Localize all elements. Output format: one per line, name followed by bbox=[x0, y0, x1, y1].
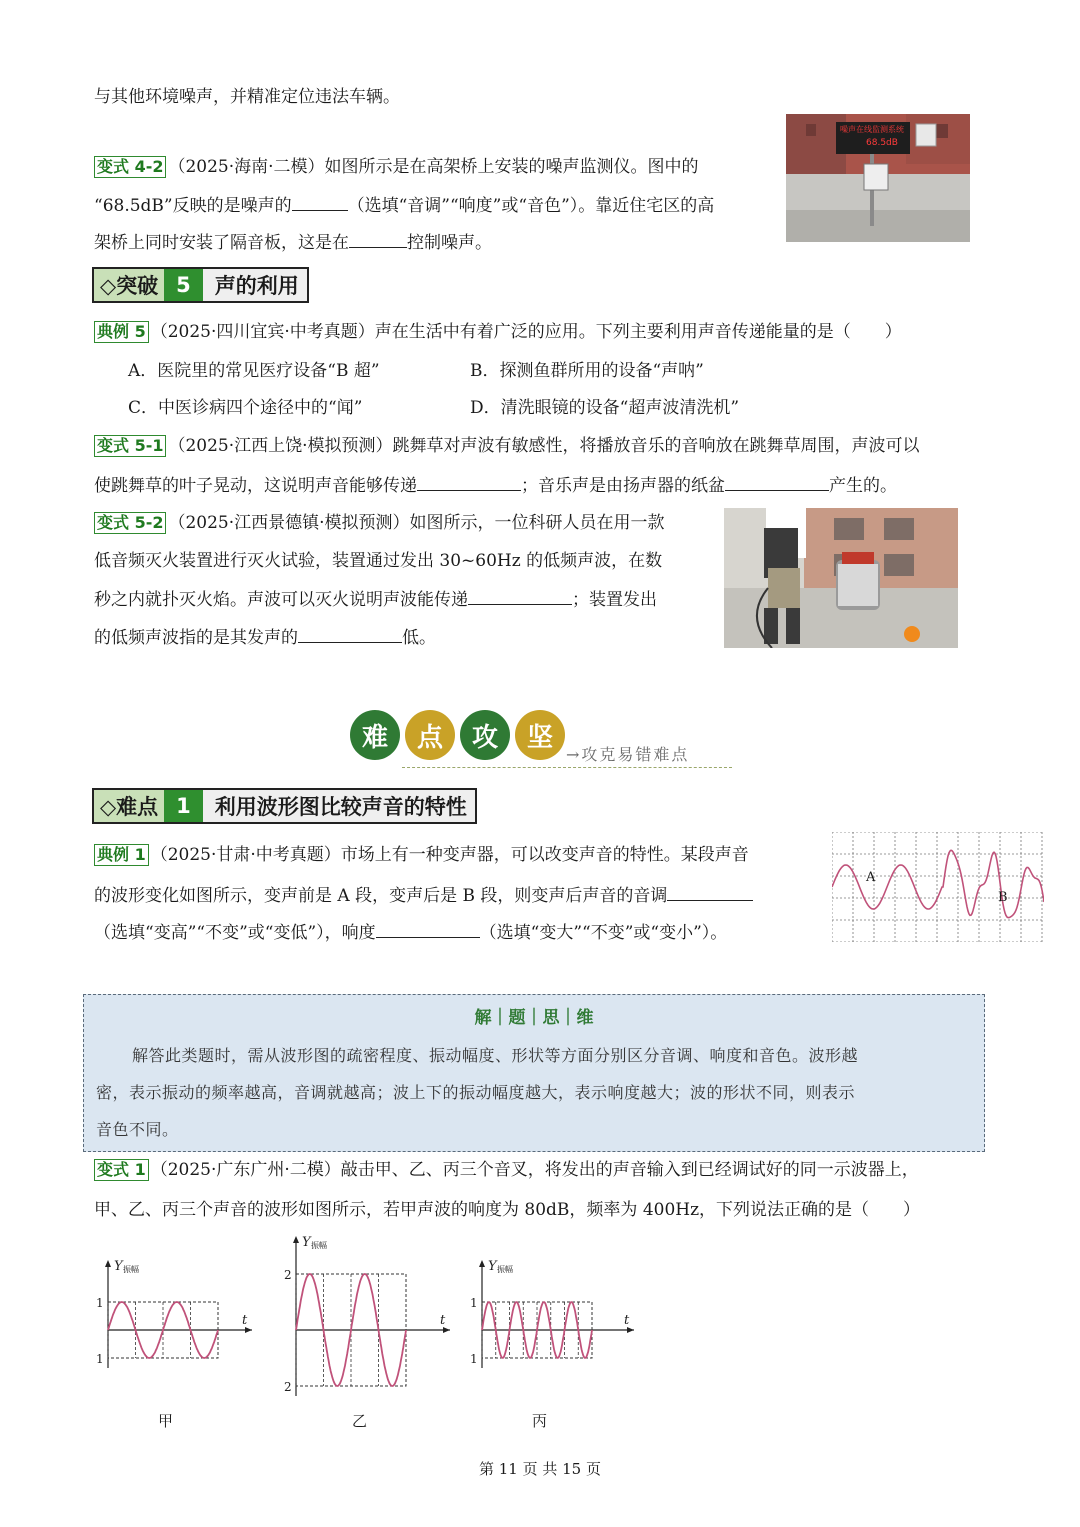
section-heading-breakthrough-5 bbox=[92, 267, 309, 303]
variant-4-2-line2 bbox=[94, 194, 714, 217]
answer-blank[interactable] bbox=[298, 626, 402, 643]
section-label: ◇难点 bbox=[94, 790, 164, 822]
wave-caption-bing: 丙 bbox=[532, 1412, 548, 1430]
variant-5-1-line1 bbox=[94, 435, 920, 457]
y-axis-label: Y bbox=[114, 1259, 123, 1274]
section-label: ◇突破 bbox=[94, 269, 164, 301]
variant-5-1-text1: （2025·江西上饶·模拟预测）跳舞草对声波有敏感性，将播放音乐的音响放在跳舞草周围，声波可以 bbox=[168, 436, 920, 456]
answer-blank[interactable] bbox=[376, 921, 480, 938]
amplitude-top-label: 2 bbox=[284, 1268, 292, 1282]
variant-5-2-text1: （2025·江西景德镇·模拟预测）如图所示，一位科研人员在用一款 bbox=[168, 513, 665, 533]
amplitude-bottom-label: 2 bbox=[284, 1380, 292, 1394]
example-1-text3b: （选填“变大”“不变”或“变小”）。 bbox=[479, 923, 728, 943]
answer-blank[interactable] bbox=[349, 231, 407, 248]
wave-caption-yi: 乙 bbox=[352, 1412, 368, 1430]
variant-1-line1 bbox=[94, 1159, 919, 1181]
amplitude-bottom-label: 1 bbox=[470, 1352, 478, 1366]
t-axis-label: t bbox=[624, 1313, 630, 1328]
option-c[interactable]: C．中医诊病四个途径中的“闻” bbox=[128, 398, 363, 418]
section-number: 5 bbox=[164, 269, 203, 301]
variant-4-2-line3 bbox=[94, 231, 492, 254]
variant-5-1-tag: 变式 5-1 bbox=[94, 435, 166, 457]
t-axis-label: t bbox=[440, 1313, 446, 1328]
monitor-display-title: 噪声在线监测系统 bbox=[840, 125, 904, 134]
think-box-title: 解｜题｜思｜维 bbox=[474, 1008, 594, 1028]
y-axis-label: Y bbox=[488, 1259, 497, 1274]
answer-blank[interactable] bbox=[667, 884, 753, 901]
variant-4-2-text3a: 架桥上同时安装了隔音板，这是在 bbox=[94, 233, 349, 253]
answer-blank[interactable] bbox=[725, 474, 829, 491]
example-5-line1 bbox=[94, 321, 902, 343]
example-1-text2a: 的波形变化如图所示，变声前是 A 段，变声后是 B 段，则变声后声音的音调 bbox=[94, 886, 668, 906]
answer-blank[interactable] bbox=[292, 194, 348, 211]
waveform-ab-svg bbox=[832, 832, 1044, 942]
banner-char-3: 攻 bbox=[460, 710, 510, 760]
example-1-line3 bbox=[94, 921, 727, 944]
variant-4-2-text3b: 控制噪声。 bbox=[407, 233, 492, 253]
banner-char-1: 难 bbox=[350, 710, 400, 760]
y-axis-label: Y bbox=[302, 1235, 311, 1250]
think-line-1: 解答此类题时，需从波形图的疏密程度、振动幅度、形状等方面分别区分音调、响度和音色。波形越 bbox=[132, 1046, 859, 1065]
think-line-2: 密，表示振动的频率越高，音调就越高；波上下的振动幅度越大，表示响度越大；波的形状不同，则表示 bbox=[96, 1083, 856, 1102]
waveform-ab-line bbox=[832, 850, 1044, 917]
answer-blank[interactable] bbox=[417, 474, 521, 491]
variant-5-2-tag: 变式 5-2 bbox=[94, 512, 166, 534]
t-axis-label: t bbox=[242, 1313, 248, 1328]
y-axis-sub-label: 振幅 bbox=[497, 1265, 513, 1274]
variant-5-2-text4a: 的低频声波指的是其发声的 bbox=[94, 628, 298, 648]
example-1-text3a: （选填“变高”“不变”或“变低”），响度 bbox=[94, 923, 376, 943]
noise-monitor-photo bbox=[786, 114, 970, 242]
option-b[interactable]: B．探测鱼群所用的设备“声呐” bbox=[470, 361, 704, 381]
banner-subtitle: →攻克易错难点 bbox=[566, 745, 690, 764]
wave-label-a: A bbox=[866, 870, 876, 885]
variant-1-text1: （2025·广东广州·二模）敲击甲、乙、丙三个音叉，将发出的声音输入到已经调试好的同一示波器上， bbox=[150, 1160, 919, 1180]
section-heading-difficulty-1 bbox=[92, 788, 477, 824]
section-title: 利用波形图比较声音的特性 bbox=[203, 790, 475, 822]
variant-5-1-text2c: 产生的。 bbox=[829, 476, 897, 496]
variant-5-2-text3a: 秒之内就扑灭火焰。声波可以灭火说明声波能传递 bbox=[94, 590, 468, 610]
banner-char-2: 点 bbox=[405, 710, 455, 760]
variant-5-2-line3 bbox=[94, 588, 657, 611]
variant-4-2-text2b: （选填“音调”“响度”或“音色”）。靠近住宅区的高 bbox=[347, 196, 715, 216]
monitor-display-value: 68.5dB bbox=[866, 138, 898, 148]
variant-4-2-text1: （2025·海南·二模）如图所示是在高架桥上安装的噪声监测仪。图中的 bbox=[168, 157, 699, 177]
wave-chart-yi bbox=[278, 1232, 458, 1406]
variant-1-line2: 甲、乙、丙三个声音的波形如图所示，若甲声波的响度为 80dB，频率为 400Hz，下列说法正确的是（ ） bbox=[94, 1200, 921, 1220]
y-axis-arrow bbox=[105, 1260, 111, 1267]
variant-5-2-line1 bbox=[94, 512, 665, 534]
y-axis-arrow bbox=[293, 1236, 299, 1243]
wave-caption-jia: 甲 bbox=[158, 1412, 174, 1430]
variant-5-1-text2b: ；音乐声是由扬声器的纸盆 bbox=[521, 476, 725, 496]
section-number: 1 bbox=[164, 790, 203, 822]
amplitude-top-label: 1 bbox=[96, 1296, 104, 1310]
amplitude-bottom-label: 1 bbox=[96, 1352, 104, 1366]
variant-4-2-text2a: “68.5dB”反映的是噪声的 bbox=[94, 196, 292, 216]
variant-5-1-text2a: 使跳舞草的叶子晃动，这说明声音能够传递 bbox=[94, 476, 417, 496]
y-axis-arrow bbox=[479, 1260, 485, 1267]
answer-blank[interactable] bbox=[468, 588, 572, 605]
example-1-text1: （2025·甘肃·中考真题）市场上有一种变声器，可以改变声音的特性。某段声音 bbox=[150, 845, 749, 865]
waveform-ab-figure bbox=[832, 832, 1044, 942]
wave-chart-jia bbox=[90, 1256, 260, 1406]
think-line-3: 音色不同。 bbox=[96, 1120, 179, 1139]
wave-label-b: B bbox=[998, 890, 1008, 905]
variant-5-2-text3b: ；装置发出 bbox=[572, 590, 657, 610]
variant-5-2-line4 bbox=[94, 626, 436, 649]
section-title: 声的利用 bbox=[203, 269, 307, 301]
example-1-line2 bbox=[94, 884, 753, 907]
variant-5-1-line2 bbox=[94, 474, 897, 497]
banner-char-4: 坚 bbox=[515, 710, 565, 760]
example-5-tag: 典例 5 bbox=[94, 321, 149, 343]
banner-underline bbox=[402, 767, 732, 768]
example-1-tag: 典例 1 bbox=[94, 844, 149, 866]
page-footer: 第 11 页 共 15 页 bbox=[478, 1460, 601, 1478]
variant-5-2-line2: 低音频灭火装置进行灭火试验，装置通过发出 30~60Hz 的低频声波，在数 bbox=[94, 551, 663, 571]
wave-svg bbox=[278, 1232, 458, 1406]
example-1-line1 bbox=[94, 844, 749, 866]
amplitude-top-label: 1 bbox=[470, 1296, 478, 1310]
sonic-extinguisher-photo bbox=[724, 508, 958, 648]
variant-4-2-line1 bbox=[94, 156, 699, 178]
option-d[interactable]: D．清洗眼镜的设备“超声波清洗机” bbox=[470, 398, 740, 418]
problem-solving-box bbox=[83, 994, 985, 1152]
wave-svg bbox=[90, 1256, 260, 1406]
option-a[interactable]: A．医院里的常见医疗设备“B 超” bbox=[128, 361, 380, 381]
y-axis-sub-label: 振幅 bbox=[123, 1265, 139, 1274]
variant-1-tag: 变式 1 bbox=[94, 1159, 149, 1181]
example-5-text: （2025·四川宜宾·中考真题）声在生活中有着广泛的应用。下列主要利用声音传递能量的是（ ） bbox=[150, 322, 902, 342]
y-axis-sub-label: 振幅 bbox=[311, 1241, 327, 1250]
intro-text: 与其他环境噪声，并精准定位违法车辆。 bbox=[94, 87, 400, 107]
wave-chart-bing bbox=[464, 1256, 642, 1406]
variant-5-2-text4b: 低。 bbox=[402, 628, 436, 648]
wave-svg bbox=[464, 1256, 642, 1406]
variant-4-2-tag: 变式 4-2 bbox=[94, 156, 166, 178]
